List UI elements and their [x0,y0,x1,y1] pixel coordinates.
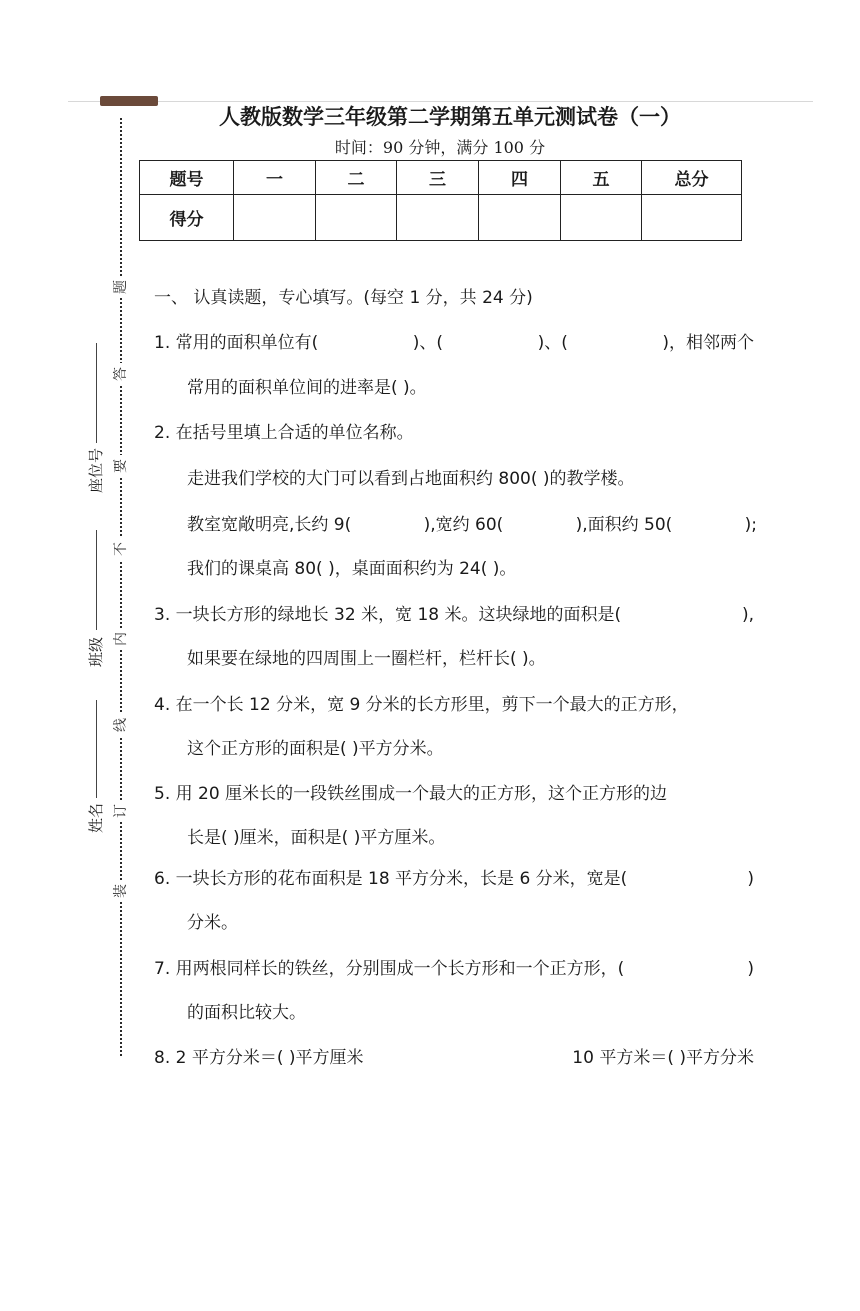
q3-text: ), [741,605,754,625]
score-row-label: 得分 [140,195,234,241]
class-label: 班级 [87,637,105,668]
q7-text: ) [747,959,754,979]
binding-char: 线 [110,714,132,736]
q7-text: 7. 用两根同样长的铁丝，分别围成一个长方形和一个正方形，( [154,959,625,979]
score-header-cell: 总分 [642,161,742,195]
question-1 [154,330,754,356]
score-cell[interactable] [479,195,561,241]
score-table [139,160,742,241]
section-heading: 一、 认真读题，专心填写。(每空 1 分，共 24 分) [154,288,533,308]
binding-dotted-line [120,118,122,1056]
q5-line-2: 长是( )厘米，面积是( )平方厘米。 [187,828,446,848]
question-6 [154,866,754,892]
q1-text: 1. 常用的面积单位有( [154,333,319,353]
binding-char: 不 [110,538,132,560]
q1-text: )，相邻两个 [662,333,754,353]
score-cell[interactable] [234,195,316,241]
exam-time-info: 时间：90 分钟，满分 100 分 [334,138,546,157]
page-title: 人教版数学三年级第二学期第五单元测试卷（一） [219,104,681,129]
binding-char: 内 [110,628,132,650]
question-5: 5. 用 20 厘米长的一段铁丝围成一个最大的正方形，这个正方形的边 [154,784,668,804]
q2-text: ),面积约 50( [575,515,673,535]
binding-char: 装 [110,880,132,902]
q1-text: )、( [537,333,568,353]
score-table-header-row [140,161,742,195]
class-line[interactable] [96,530,97,630]
binding-char: 答 [110,363,132,385]
q4-line-2: 这个正方形的面积是( )平方分米。 [187,739,444,759]
seat-number-line[interactable] [96,343,97,443]
binding-char: 订 [110,800,132,822]
score-header-cell: 四 [479,161,561,195]
binding-char: 题 [110,276,132,298]
seat-number-label: 座位号 [87,447,105,493]
q3-line-2: 如果要在绿地的四周围上一圈栏杆，栏杆长( )。 [187,649,546,669]
q3-text: 3. 一块长方形的绿地长 32 米，宽 18 米。这块绿地的面积是( [154,605,622,625]
question-2: 2. 在括号里填上合适的单位名称。 [154,423,414,443]
q6-text: ) [747,869,754,889]
score-header-cell: 二 [316,161,397,195]
question-4: 4. 在一个长 12 分米，宽 9 分米的长方形里，剪下一个最大的正方形， [154,695,689,715]
q1-line-2: 常用的面积单位间的进率是( )。 [187,378,427,398]
q7-line-2: 的面积比较大。 [187,1003,306,1023]
score-header-cell: 三 [397,161,479,195]
score-cell[interactable] [642,195,742,241]
q1-text: )、( [412,333,444,353]
score-cell[interactable] [397,195,479,241]
score-cell[interactable] [316,195,397,241]
name-label: 姓名 [87,803,105,834]
question-7 [154,956,754,982]
q2-text: ),宽约 60( [423,515,504,535]
q6-line-2: 分米。 [187,913,238,933]
score-header-cell: 五 [561,161,642,195]
score-header-cell: 题号 [140,161,234,195]
score-table-score-row [140,195,742,241]
question-8 [154,1045,754,1071]
q2-line-4: 我们的课桌高 80( )，桌面面积约为 24( )。 [187,559,517,579]
q2-text: 教室宽敞明亮,长约 9( [187,515,352,535]
score-header-cell: 一 [234,161,316,195]
q2-line-2: 走进我们学校的大门可以看到占地面积约 800( )的教学楼。 [187,469,635,489]
q8-text: 10 平方米＝( )平方分米 [572,1048,754,1068]
name-line[interactable] [96,700,97,798]
question-3 [154,602,754,628]
q2-line-3 [187,512,757,538]
q2-text: ); [744,515,757,535]
binding-char: 要 [110,455,132,477]
q6-text: 6. 一块长方形的花布面积是 18 平方分米，长是 6 分米，宽是( [154,869,628,889]
q8-text: 8. 2 平方分米＝( )平方厘米 [154,1048,364,1068]
score-cell[interactable] [561,195,642,241]
